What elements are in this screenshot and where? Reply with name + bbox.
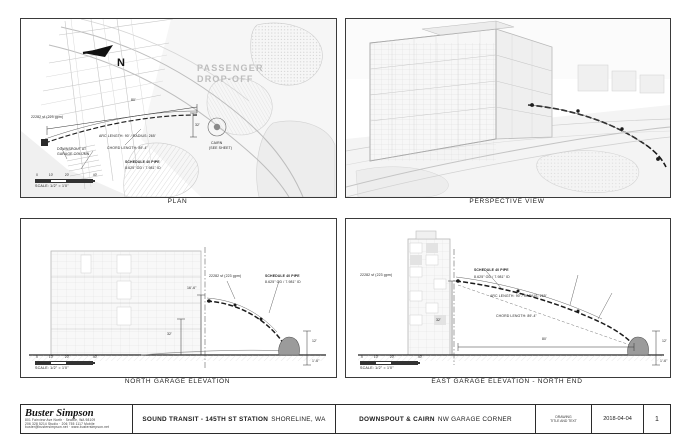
caption-east-elevation: EAST GARAGE ELEVATION - NORTH END — [431, 378, 583, 385]
north-scale-bar — [35, 355, 97, 370]
east-scale-tick-0: 0 — [361, 355, 363, 359]
plan-scale-bar-graphic — [35, 179, 93, 183]
plan-pipe-spec: 8.625" OD / 7.981" ID — [125, 166, 161, 170]
north-dim-1-6: 1'-6" — [312, 359, 320, 363]
east-scale-bar-graphic — [360, 361, 418, 365]
plan-pipe-title: SCHEDULE 40 PIPE — [125, 160, 160, 164]
north-dim-32: 32' — [167, 332, 172, 336]
plan-flow-annotation: 22282 sf (223 gpm) — [31, 115, 64, 119]
east-dim-1-6: 1'-6" — [660, 359, 668, 363]
sheet-name: DOWNSPOUT & CAIRN — [359, 415, 435, 423]
plan-scale-tick-20: 20' — [64, 173, 70, 177]
plan-dim-80: 80' — [131, 98, 136, 102]
sheet-number: 1 — [655, 415, 659, 423]
drawing-stamp-cell — [536, 405, 592, 433]
title-block — [20, 404, 671, 434]
plan-drawing — [21, 19, 336, 197]
plan-scale-tick-0: 0 — [36, 173, 38, 177]
north-scale-tick-10: 10' — [48, 355, 54, 359]
stamp-line-2: TITLE AND TEXT — [550, 419, 577, 423]
panel-perspective — [345, 18, 671, 198]
perspective-linework — [346, 19, 670, 197]
east-scale-tick-10: 10' — [373, 355, 379, 359]
east-scale-tick-40: 40' — [417, 355, 423, 359]
studio-address-line-2: 206 328 5214 Studio · 206 755 1117 Mobile — [25, 421, 95, 426]
panel-east-elevation — [345, 218, 671, 378]
studio-logo — [21, 405, 133, 433]
east-dim-32: 32' — [436, 318, 441, 322]
plan-chord-annotation: CHORD LENGTH: 89'-4" — [107, 146, 148, 150]
north-dim-12: 12' — [312, 339, 317, 343]
panel-north-elevation — [20, 218, 337, 378]
sheet-subtitle: NW GARAGE CORNER — [437, 415, 512, 423]
east-elevation-linework — [346, 219, 670, 377]
plan-scale-tick-40: 40' — [92, 173, 98, 177]
north-scale-tick-40: 40' — [92, 355, 98, 359]
east-dim-80: 80' — [542, 337, 547, 341]
sheet-date: 2018-04-04 — [592, 405, 644, 433]
project-title-cell — [133, 405, 336, 433]
east-flow-annotation: 22282 sf (223 gpm) — [360, 273, 393, 277]
sheet-title-cell — [336, 405, 536, 433]
east-scale-bar — [360, 355, 422, 370]
north-flow-annotation: 22282 sf (223 gpm) — [209, 274, 242, 278]
caption-plan: PLAN — [167, 198, 188, 205]
north-arrow-label: N — [117, 57, 125, 69]
plan-dim-32: 32' — [195, 123, 200, 127]
north-pipe-title: SCHEDULE 40 PIPE — [265, 274, 300, 278]
plan-scale-label: SCALE: 1/2" = 1'0" — [35, 184, 69, 188]
perspective-drawing — [346, 19, 670, 197]
plan-cairn-note-line1: CAIRN — [211, 141, 223, 145]
north-scale-tick-20: 20' — [64, 355, 70, 359]
north-pipe-spec: 8.625" OD / 7.981" ID — [265, 280, 301, 284]
north-elevation-drawing — [21, 219, 336, 377]
north-scale-tick-0: 0 — [36, 355, 38, 359]
passenger-dropoff-label-line1: PASSENGER — [197, 63, 264, 73]
east-dim-12: 12' — [662, 339, 667, 343]
plan-arc-annotation: ARC LENGTH: 90' / RADIUS: 265' — [99, 134, 156, 138]
studio-address-line-1: 801 Fairview Ave North · Seattle, WA 98109 — [25, 418, 96, 423]
east-elevation-drawing — [346, 219, 670, 377]
north-scale-label: SCALE: 1/2" = 1'0" — [35, 366, 69, 370]
north-elevation-linework — [21, 219, 336, 377]
north-dim-16-6: 16'-6" — [187, 286, 197, 290]
east-pipe-spec: 8.625" OD / 7.981" ID — [474, 275, 510, 279]
east-pipe-title: SCHEDULE 40 PIPE — [474, 268, 509, 272]
stamp-line-1: DRAWING — [555, 414, 572, 419]
plan-scale-bar — [35, 173, 97, 188]
east-scale-tick-20: 20' — [389, 355, 395, 359]
plan-cairn-note-line2: (SEE SHEET) — [209, 146, 233, 150]
plan-downspout-note-line1: DOWNSPOUT AT — [57, 147, 87, 151]
caption-perspective: PERSPECTIVE VIEW — [469, 198, 545, 205]
panel-plan — [20, 18, 337, 198]
east-scale-label: SCALE: 1/2" = 1'0" — [360, 366, 394, 370]
studio-address-line-3: buster@bustersimpson.net · www.bustersimpson.net — [25, 425, 110, 430]
passenger-dropoff-label-line2: DROP-OFF — [197, 74, 254, 84]
north-scale-bar-graphic — [35, 361, 93, 365]
east-arc-annotation: ARC LENGTH: 90' / RADIUS: 265' — [490, 294, 547, 298]
project-location: SHORELINE, WA — [271, 415, 326, 423]
east-chord-annotation: CHORD LENGTH: 89'-4" — [496, 314, 537, 318]
plan-scale-tick-10: 10' — [48, 173, 54, 177]
plan-downspout-note-line2: GARAGE COLUMN — [57, 152, 90, 156]
plan-linework — [21, 19, 336, 197]
studio-name: Buster Simpson — [25, 408, 94, 420]
caption-north-elevation: NORTH GARAGE ELEVATION — [124, 378, 231, 385]
project-name: SOUND TRANSIT - 145TH ST STATION — [142, 415, 269, 423]
